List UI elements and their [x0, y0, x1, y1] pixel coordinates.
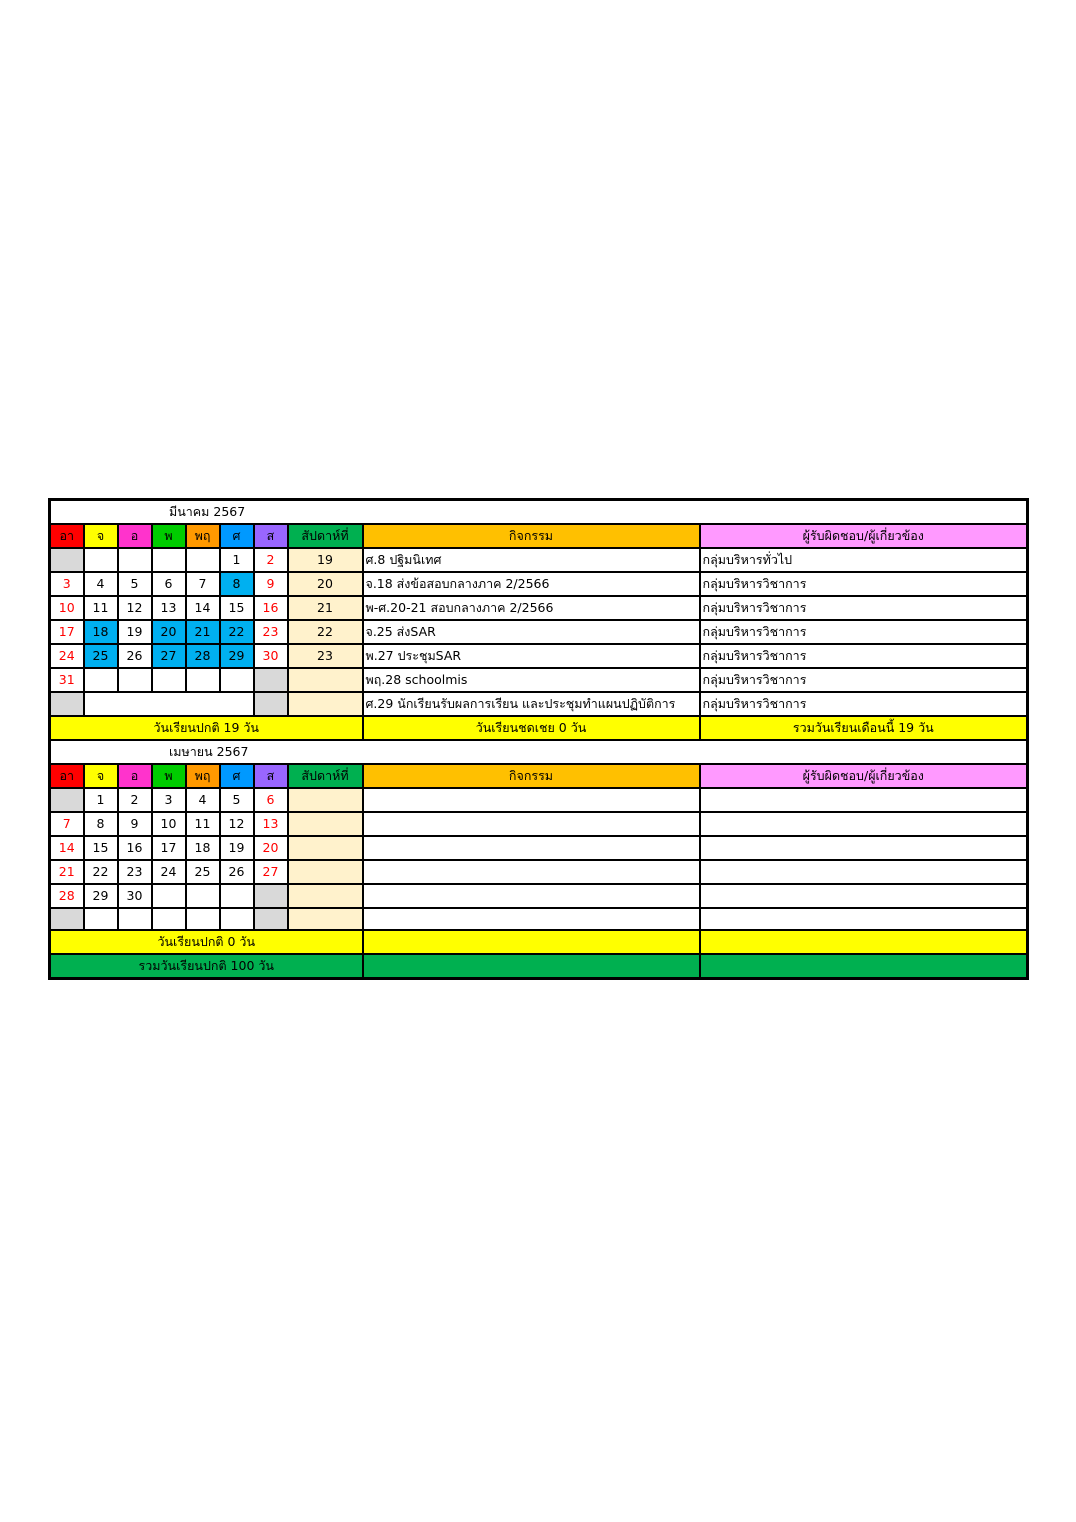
day-cell [84, 692, 254, 716]
table-row [50, 692, 1028, 716]
table-row [50, 548, 1028, 572]
responsible-cell [700, 812, 1028, 836]
weekday-header-thu: พฤ [186, 524, 220, 548]
day-cell: 20 [254, 836, 288, 860]
day-cell: 14 [50, 836, 84, 860]
activity-column-header: กิจกรรม [363, 524, 700, 548]
day-cell [118, 908, 152, 930]
day-cell: 15 [220, 596, 254, 620]
day-cell: 29 [84, 884, 118, 908]
day-cell: 20 [152, 620, 186, 644]
activity-cell [363, 788, 700, 812]
day-cell: 2 [118, 788, 152, 812]
day-cell [186, 884, 220, 908]
day-cell: 18 [84, 620, 118, 644]
responsible-cell: กลุ่มบริหารวิชาการ [700, 596, 1028, 620]
day-cell: 26 [220, 860, 254, 884]
day-cell: 27 [254, 860, 288, 884]
responsible-cell [700, 908, 1028, 930]
day-cell: 10 [50, 596, 84, 620]
week-number-cell: 22 [288, 620, 363, 644]
day-cell [186, 668, 220, 692]
week-number-cell [288, 692, 363, 716]
day-cell: 13 [152, 596, 186, 620]
day-cell: 26 [118, 644, 152, 668]
activity-cell: จ.18 ส่งข้อสอบกลางภาค 2/2566 [363, 572, 700, 596]
week-number-cell [288, 836, 363, 860]
activity-cell: พ-ศ.20-21 สอบกลางภาค 2/2566 [363, 596, 700, 620]
day-cell: 12 [220, 812, 254, 836]
responsible-cell: กลุ่มบริหารทั่วไป [700, 548, 1028, 572]
day-cell: 1 [84, 788, 118, 812]
day-cell: 8 [220, 572, 254, 596]
weekday-header-mon: จ [84, 524, 118, 548]
day-cell: 23 [118, 860, 152, 884]
april-total-days-summary [700, 930, 1028, 954]
calendar-table [48, 498, 1029, 980]
table-row [50, 788, 1028, 812]
responsible-cell: กลุ่มบริหารวิชาการ [700, 572, 1028, 596]
day-cell: 28 [186, 644, 220, 668]
day-cell: 19 [118, 620, 152, 644]
activity-cell [363, 812, 700, 836]
activity-cell [363, 908, 700, 930]
weekday-header-sun: อา [50, 764, 84, 788]
day-cell: 6 [152, 572, 186, 596]
weekday-header-wed: พ [152, 764, 186, 788]
april-month-title: เมษายน 2567 [50, 740, 1028, 764]
day-cell [50, 692, 84, 716]
day-cell: 9 [254, 572, 288, 596]
table-row [50, 812, 1028, 836]
weekday-header-fri: ศ [220, 764, 254, 788]
weekday-header-sat: ส [254, 764, 288, 788]
activity-cell: พฤ.28 schoolmis [363, 668, 700, 692]
day-cell: 4 [84, 572, 118, 596]
activity-column-header: กิจกรรม [363, 764, 700, 788]
day-cell [118, 548, 152, 572]
week-column-header: สัปดาห์ที่ [288, 524, 363, 548]
day-cell [84, 908, 118, 930]
day-cell [152, 548, 186, 572]
day-cell: 27 [152, 644, 186, 668]
day-cell: 1 [220, 548, 254, 572]
day-cell [254, 668, 288, 692]
day-cell [50, 908, 84, 930]
day-cell: 18 [186, 836, 220, 860]
activity-cell [363, 884, 700, 908]
responsible-cell: กลุ่มบริหารวิชาการ [700, 644, 1028, 668]
table-row [50, 620, 1028, 644]
day-cell: 31 [50, 668, 84, 692]
responsible-cell [700, 788, 1028, 812]
day-cell: 23 [254, 620, 288, 644]
day-cell: 16 [118, 836, 152, 860]
weekday-header-mon: จ [84, 764, 118, 788]
responsible-column-header: ผู้รับผิดชอบ/ผู้เกี่ยวข้อง [700, 524, 1028, 548]
day-cell: 22 [220, 620, 254, 644]
week-number-cell: 20 [288, 572, 363, 596]
day-cell: 30 [118, 884, 152, 908]
weekday-header-sun: อา [50, 524, 84, 548]
day-cell: 13 [254, 812, 288, 836]
week-number-cell [288, 788, 363, 812]
day-cell [118, 668, 152, 692]
day-cell [50, 788, 84, 812]
grand-total-blank-2 [700, 954, 1028, 979]
week-number-cell [288, 812, 363, 836]
activity-cell: ศ.29 นักเรียนรับผลการเรียน และประชุมทำแผนปฏิบัติการ [363, 692, 700, 716]
responsible-cell [700, 860, 1028, 884]
day-cell: 21 [186, 620, 220, 644]
responsible-cell: กลุ่มบริหารวิชาการ [700, 668, 1028, 692]
march-month-title: มีนาคม 2567 [50, 500, 1028, 525]
weekday-header-tue: อ [118, 764, 152, 788]
day-cell: 5 [220, 788, 254, 812]
responsible-cell: กลุ่มบริหารวิชาการ [700, 620, 1028, 644]
day-cell [186, 908, 220, 930]
day-cell: 14 [186, 596, 220, 620]
day-cell [220, 908, 254, 930]
day-cell: 25 [84, 644, 118, 668]
weekday-header-fri: ศ [220, 524, 254, 548]
week-number-cell [288, 884, 363, 908]
responsible-cell: กลุ่มบริหารวิชาการ [700, 692, 1028, 716]
table-row [50, 884, 1028, 908]
responsible-cell [700, 836, 1028, 860]
day-cell [84, 548, 118, 572]
day-cell: 28 [50, 884, 84, 908]
table-row [50, 644, 1028, 668]
day-cell: 10 [152, 812, 186, 836]
grand-total-regular-days: รวมวันเรียนปกติ 100 วัน [50, 954, 363, 979]
day-cell [254, 884, 288, 908]
day-cell: 11 [186, 812, 220, 836]
table-row [50, 860, 1028, 884]
day-cell: 16 [254, 596, 288, 620]
day-cell: 9 [118, 812, 152, 836]
week-number-cell: 23 [288, 644, 363, 668]
week-number-cell [288, 860, 363, 884]
day-cell: 12 [118, 596, 152, 620]
table-row [50, 836, 1028, 860]
day-cell: 5 [118, 572, 152, 596]
weekday-header-thu: พฤ [186, 764, 220, 788]
april-makeup-days-summary [363, 930, 700, 954]
week-column-header: สัปดาห์ที่ [288, 764, 363, 788]
day-cell: 3 [152, 788, 186, 812]
march-regular-days-summary: วันเรียนปกติ 19 วัน [50, 716, 363, 740]
table-row [50, 572, 1028, 596]
activity-cell: ศ.8 ปฐิมนิเทศ [363, 548, 700, 572]
april-regular-days-summary: วันเรียนปกติ 0 วัน [50, 930, 363, 954]
day-cell: 3 [50, 572, 84, 596]
day-cell: 4 [186, 788, 220, 812]
table-row [50, 668, 1028, 692]
day-cell: 21 [50, 860, 84, 884]
week-number-cell: 19 [288, 548, 363, 572]
march-total-days-summary: รวมวันเรียนเดือนนี้ 19 วัน [700, 716, 1028, 740]
weekday-header-tue: อ [118, 524, 152, 548]
day-cell: 24 [152, 860, 186, 884]
day-cell: 22 [84, 860, 118, 884]
day-cell [84, 668, 118, 692]
activity-cell [363, 836, 700, 860]
week-number-cell [288, 668, 363, 692]
weekday-header-wed: พ [152, 524, 186, 548]
responsible-cell [700, 884, 1028, 908]
day-cell: 6 [254, 788, 288, 812]
day-cell [220, 668, 254, 692]
academic-calendar-sheet [48, 498, 1027, 980]
day-cell: 24 [50, 644, 84, 668]
day-cell: 25 [186, 860, 220, 884]
day-cell [186, 548, 220, 572]
day-cell [220, 884, 254, 908]
day-cell: 2 [254, 548, 288, 572]
day-cell: 7 [186, 572, 220, 596]
week-number-cell: 21 [288, 596, 363, 620]
day-cell [50, 548, 84, 572]
day-cell: 19 [220, 836, 254, 860]
activity-cell [363, 860, 700, 884]
day-cell: 8 [84, 812, 118, 836]
weekday-header-sat: ส [254, 524, 288, 548]
day-cell: 15 [84, 836, 118, 860]
day-cell [152, 884, 186, 908]
table-row [50, 596, 1028, 620]
grand-total-blank-1 [363, 954, 700, 979]
day-cell: 30 [254, 644, 288, 668]
activity-cell: จ.25 ส่งSAR [363, 620, 700, 644]
day-cell [152, 668, 186, 692]
responsible-column-header: ผู้รับผิดชอบ/ผู้เกี่ยวข้อง [700, 764, 1028, 788]
table-row [50, 908, 1028, 930]
day-cell: 17 [50, 620, 84, 644]
day-cell: 7 [50, 812, 84, 836]
day-cell: 29 [220, 644, 254, 668]
day-cell [152, 908, 186, 930]
activity-cell: พ.27 ประชุมSAR [363, 644, 700, 668]
day-cell [254, 692, 288, 716]
week-number-cell [288, 908, 363, 930]
day-cell: 11 [84, 596, 118, 620]
day-cell: 17 [152, 836, 186, 860]
day-cell [254, 908, 288, 930]
march-makeup-days-summary: วันเรียนชดเชย 0 วัน [363, 716, 700, 740]
